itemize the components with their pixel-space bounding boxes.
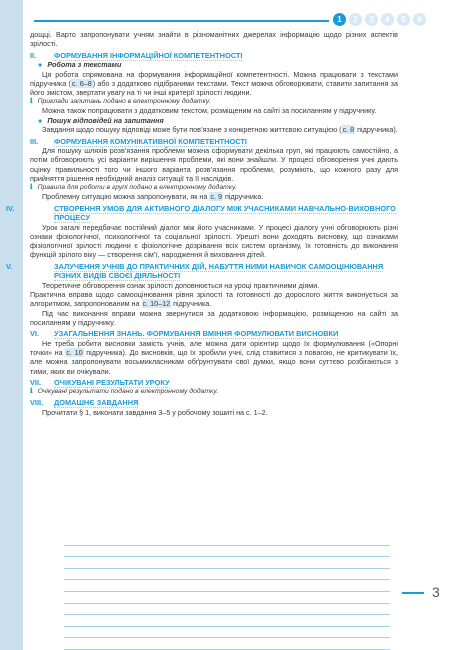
section-8-heading: VIII. ДОМАШНЄ ЗАВДАННЯ (30, 398, 139, 408)
section-2-paragraph-3: Завдання щодо пошуку відповіді може бути пов’язане з конкретною життєвою ситуацією (с. 8 підручника). (42, 125, 398, 135)
circle-bullet-icon: ● (38, 60, 43, 70)
section-3-paragraph-1: Для пошуку шляхів розв’язання проблеми можна сформувати декілька груп, які працюють самостійно, а потім обговорюють усі варіанти вирішення проблеми, які вони знайшли. У процесі обговорення учні дають оцінку правильності того чи іншого варіанта розв’язання проблеми, розуміють, що кожного разу для прийняття рішення необхідний аналіз ситуації та її наслідків. (30, 146, 398, 183)
section-4-heading: IV. СТВОРЕННЯ УМОВ ДЛЯ АКТИВНОГО ДІАЛОГУ МІЖ УЧАСНИКАМИ НАВЧАЛЬНО-ВИХОВНОГО ПРОЦЕСУ (6, 203, 396, 223)
note-results: ℹ Очікувані результати подано в електронному додатку. (30, 388, 219, 396)
page-content (6, 30, 398, 417)
section-2-paragraph-2: Можна також попрацювати з додатковим текстом, розміщеним на сайті за посиланням у підручнику. (42, 106, 377, 116)
page-sidebar (0, 0, 23, 650)
page-ref: с. 6–8 (71, 78, 92, 88)
section-5-paragraph-3: Під час виконання вправи можна звернутися за додатковою інформацією, розміщеною на сайті за посиланням у підручнику. (30, 308, 398, 327)
writing-line (64, 546, 390, 558)
step-4: 4 (381, 13, 394, 26)
section-4-paragraph-1: Урок загалі передбачає постійний діалог між його учасниками. У процесі діалогу учні обговорюють різні ознаки фізіологічної, психологічної та соціальної зрілості. Урешті вони доходять висновку, що ознаками фізіологічної зрілості людини є фізіологічне дозрівання всіх систем організму, їх готовність до виконання функцій зрілого віку — створення сім’ї, народження й виховання дітей. (30, 222, 398, 260)
section-3-heading: III. ФОРМУВАННЯ КОМУНІКАТИВНОЇ КОМПЕТЕНТНОСТІ (30, 136, 247, 146)
writing-line (64, 627, 390, 639)
section-6-paragraph-1: Не треба робити висновки замість учнів, але можна дати орієнтир щодо їх формулювання («Опорні точки» на с. 10 підручника). До висновків, що їх зробили учні, слід ставитися з повагою, не критикувати їх, але можна запропонувати восьмикласникам обґрунтувати свої думки, якщо вони суттєво розбігаються з тими, яких ви очікували. (30, 338, 398, 376)
info-icon: ℹ (30, 98, 33, 106)
page-ref: с. 9 (210, 192, 222, 202)
step-3: 3 (365, 13, 378, 26)
page-ref: с. 10–12 (142, 299, 171, 309)
section-8-paragraph-1: Прочитати § 1, виконати завдання 3–5 у робочому зошиті на с. 1–2. (42, 407, 268, 417)
writing-line (64, 638, 390, 650)
writing-line (64, 569, 390, 581)
note-writing-lines (64, 534, 390, 650)
circle-bullet-icon: ● (38, 115, 43, 125)
step-5: 5 (397, 13, 410, 26)
step-1: 1 (333, 13, 346, 26)
info-icon: ℹ (30, 184, 33, 192)
writing-line (64, 580, 390, 592)
writing-line (64, 615, 390, 627)
section-2-heading: II. ФОРМУВАННЯ ІНФОРМАЦІЙНОЇ КОМПЕТЕНТНОСТІ (30, 50, 243, 60)
intro-paragraph: дощці. Варто запропонувати учням знайти в різноманітних джерелах інформацію щодо різних аспектів зрілості. (30, 30, 398, 49)
header-rule (34, 20, 329, 22)
writing-line (64, 604, 390, 616)
step-6: 6 (413, 13, 426, 26)
subsection-texts: ● Робота з текстами (38, 60, 122, 70)
section-6-heading: VI. УЗАГАЛЬНЕННЯ ЗНАНЬ. ФОРМУВАННЯ ВМІННЯ ФОРМУЛЮВАТИ ВИСНОВКИ (30, 329, 339, 339)
writing-line (64, 534, 390, 546)
section-5-paragraph-1: Теоретичне обговорення ознак зрілості доповнюється на уроці практичними діями. (42, 280, 320, 290)
note-supplement: ℹ Приклади запитань подано в електронному додатку. (30, 98, 211, 106)
info-icon: ℹ (30, 388, 33, 396)
lesson-step-indicator (333, 13, 426, 26)
section-5-heading: V. ЗАЛУЧЕННЯ УЧНІВ ДО ПРАКТИЧНИХ ДІЙ, НАБУТТЯ НИМИ НАВИЧОК САМООЦІНЮВАННЯ РІЗНИХ ВИДІВ СВОЄЇ ДІЯЛЬНОСТІ (6, 261, 384, 281)
note-group-rules: ℹ Правила для роботи в групі подано в електронному додатку. (30, 184, 237, 192)
section-5-paragraph-2: Практична вправа щодо самооцінювання рівня зрілості та готовності до дорослого життя виконується за алгоритмом, запропонованим на с. 10–12 підручника. (30, 290, 398, 309)
section-2-paragraph-1: Ця робота спрямована на формування інформаційної компетентності. Можна працювати з текстами підручника (с. 6–8) або з додатково підібраними текстами. Текст можна обговорювати, ставити запитання за його змістом, звертати увагу на ті чи інші критерії зрілості людини. (30, 69, 398, 98)
page-number-rule (402, 592, 424, 594)
page-number: 3 (432, 584, 440, 600)
section-3-paragraph-2: Проблемну ситуацію можна запропонувати, як на с. 9 підручника. (42, 192, 264, 202)
writing-line (64, 557, 390, 569)
step-2: 2 (349, 13, 362, 26)
subsection-search: ● Пошук відповідей на запитання (38, 115, 164, 125)
page-ref: с. 10 (66, 348, 83, 358)
writing-line (64, 592, 390, 604)
page-ref: с. 8 (342, 125, 355, 135)
section-7-heading: VII. ОЧІКУВАНІ РЕЗУЛЬТАТИ УРОКУ (30, 377, 170, 387)
